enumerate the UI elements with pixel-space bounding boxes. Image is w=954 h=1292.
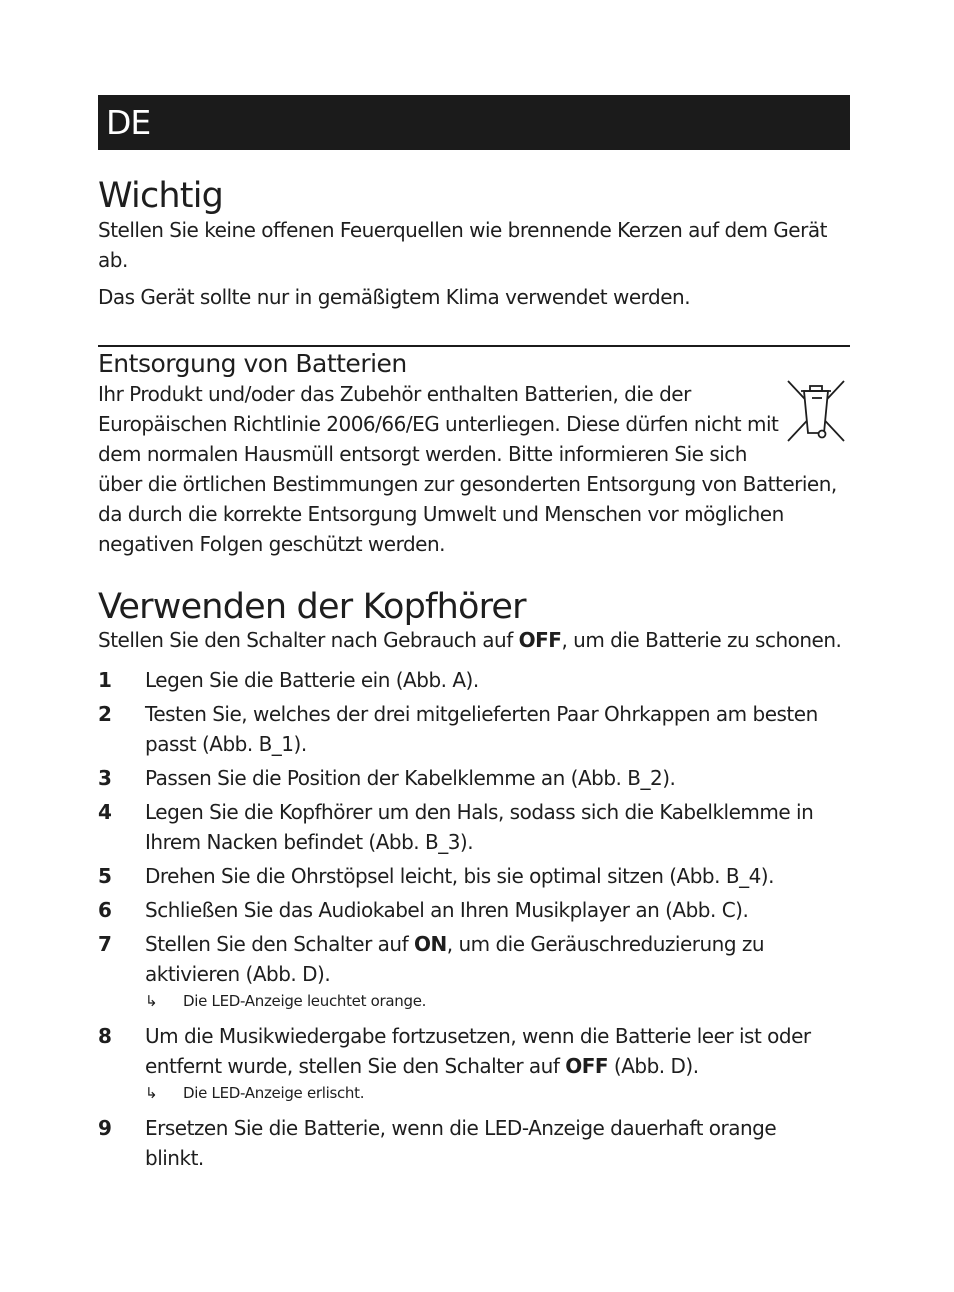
subsection-title-entsorgung: Entsorgung von Batterien <box>98 349 407 378</box>
section-title-verwenden: Verwenden der Kopfhörer <box>98 587 526 627</box>
verwenden-intro: Stellen Sie den Schalter nach Gebrauch auf OFF, um die Batterie zu schonen. <box>98 628 842 652</box>
language-header-bar <box>98 95 850 150</box>
step-number: 3 <box>98 766 112 790</box>
step-7-result: ↳ Die LED-Anzeige leuchtet orange. <box>145 992 427 1010</box>
battery-line-1: Ihr Produkt und/oder das Zubehör enthalten Batterien, die der <box>98 382 691 406</box>
step-7: 7 Stellen Sie den Schalter auf ON, um die Geräuschreduzierung zu aktivieren (Abb. D). ↳ Die LED-Anzeige leuchtet orange. <box>98 929 850 1011</box>
language-label: DE <box>106 103 151 142</box>
step-5: 5 Drehen Sie die Ohrstöpsel leicht, bis sie optimal sitzen (Abb. B_4). <box>98 861 850 891</box>
step-8-result: ↳ Die LED-Anzeige erlischt. <box>145 1084 365 1102</box>
off-label: OFF <box>518 628 562 652</box>
step-number: 1 <box>98 668 112 692</box>
step-number: 6 <box>98 898 112 922</box>
step-8: 8 Um die Musikwiedergabe fortzusetzen, wenn die Batterie leer ist oder entfernt wurde, stellen Sie den Schalter auf OFF (Abb. D). ↳ Die LED-Anzeige erlischt. <box>98 1021 850 1103</box>
battery-line-6: negativen Folgen geschützt werden. <box>98 532 445 556</box>
step-number: 2 <box>98 702 112 726</box>
steps-list <box>98 665 850 1173</box>
section-divider <box>98 345 850 347</box>
result-arrow-icon: ↳ <box>145 992 158 1010</box>
on-label: ON <box>413 932 447 956</box>
off-label: OFF <box>565 1054 609 1078</box>
battery-line-3: dem normalen Hausmüll entsorgt werden. Bitte informieren Sie sich <box>98 442 747 466</box>
battery-line-5: da durch die korrekte Entsorgung Umwelt und Menschen vor möglichen <box>98 502 784 526</box>
battery-disposal-text <box>98 379 850 559</box>
manual-page <box>98 95 850 1173</box>
step-3: 3 Passen Sie die Position der Kabelklemme an (Abb. B_2). <box>98 763 850 793</box>
step-number: 7 <box>98 932 112 956</box>
step-2: 2 Testen Sie, welches der drei mitgelieferten Paar Ohrkappen am besten passt (Abb. B_1). <box>98 699 850 759</box>
step-number: 9 <box>98 1116 112 1140</box>
step-6: 6 Schließen Sie das Audiokabel an Ihren Musikplayer an (Abb. C). <box>98 895 850 925</box>
step-number: 4 <box>98 800 112 824</box>
section-title-wichtig: Wichtig <box>98 176 224 216</box>
step-1: 1 Legen Sie die Batterie ein (Abb. A). <box>98 665 850 695</box>
step-number: 8 <box>98 1024 112 1048</box>
wichtig-paragraph-2: Das Gerät sollte nur in gemäßigtem Klima verwendet werden. <box>98 285 691 309</box>
step-number: 5 <box>98 864 112 888</box>
step-9: 9 Ersetzen Sie die Batterie, wenn die LED-Anzeige dauerhaft orange blinkt. <box>98 1113 850 1173</box>
battery-line-4: über die örtlichen Bestimmungen zur gesonderten Entsorgung von Batterien, <box>98 472 837 496</box>
crossed-out-wheelie-bin-icon <box>782 377 850 445</box>
battery-line-2: Europäischen Richtlinie 2006/66/EG unterliegen. Diese dürfen nicht mit <box>98 412 779 436</box>
wichtig-paragraph-1: Stellen Sie keine offenen Feuerquellen wie brennende Kerzen auf dem Gerät ab. <box>98 218 827 272</box>
result-arrow-icon: ↳ <box>145 1084 158 1102</box>
step-4: 4 Legen Sie die Kopfhörer um den Hals, sodass sich die Kabelklemme in Ihrem Nacken befindet (Abb. B_3). <box>98 797 850 857</box>
